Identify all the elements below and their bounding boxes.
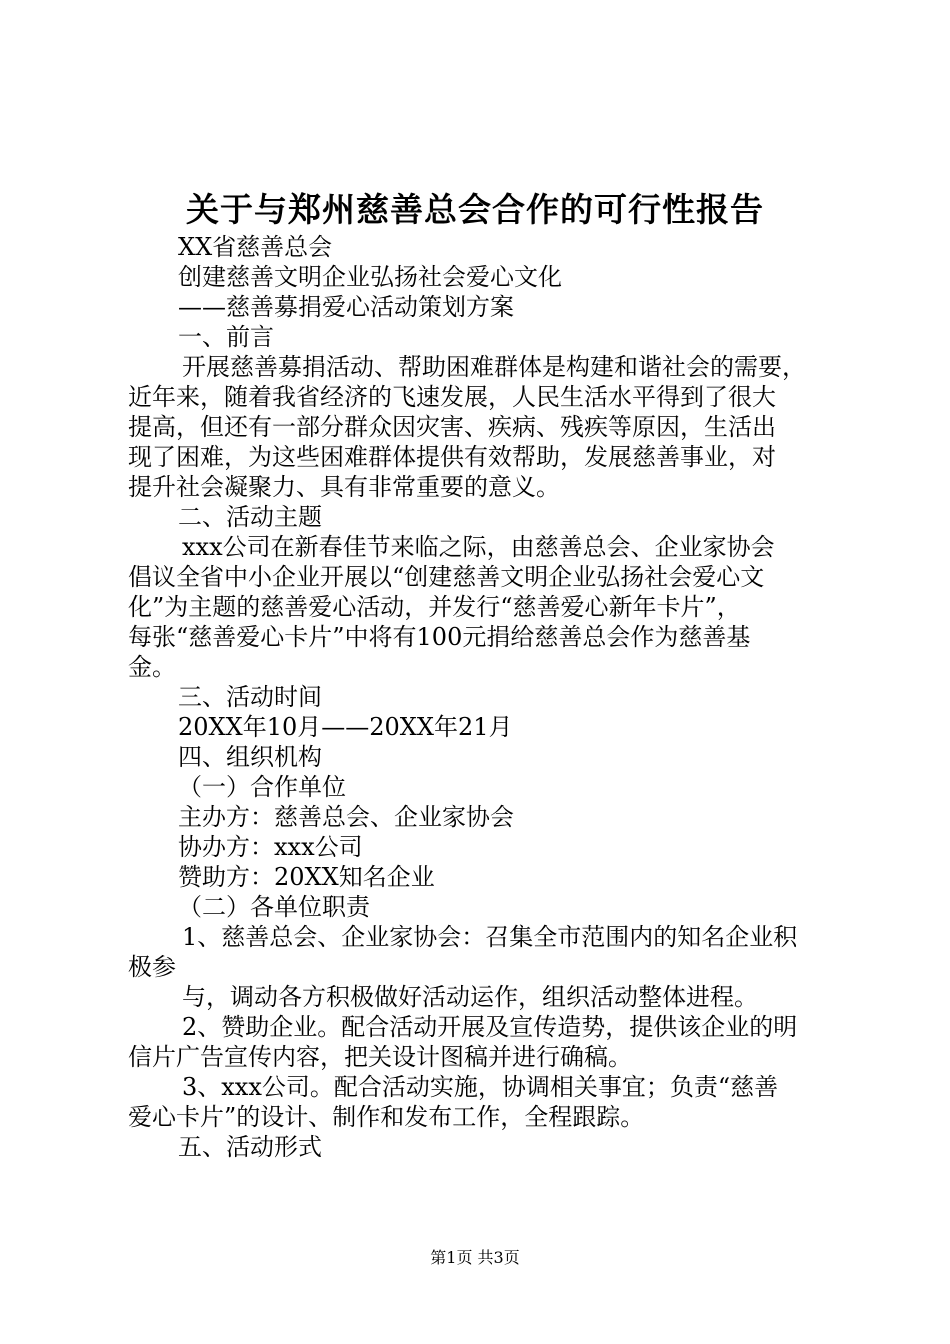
paragraph-line: 一、前言 (178, 323, 274, 351)
paragraph-line: XX省慈善总会 (178, 233, 333, 261)
paragraph-line: 四、组织机构 (178, 743, 322, 771)
paragraph-line: 化”为主题的慈善爱心活动，并发行“慈善爱心新年卡片”， (128, 593, 741, 621)
paragraph-line: 倡议全省中小企业开展以“创建慈善文明企业弘扬社会爱心文 (128, 563, 765, 591)
paragraph-line: 极参 (128, 953, 176, 981)
document-body (128, 232, 833, 1162)
paragraph-line: ——慈善募捐爱心活动策划方案 (178, 293, 514, 321)
paragraph-line: 提升社会凝聚力、具有非常重要的意义。 (128, 473, 560, 501)
paragraph-line: 近年来，随着我省经济的飞速发展，人民生活水平得到了很大 (128, 383, 776, 411)
paragraph-line: 主办方：慈善总会、企业家协会 (178, 803, 514, 831)
paragraph-line: 1、慈善总会、企业家协会：召集全市范围内的知名企业积 (182, 923, 798, 951)
paragraph-line: 五、活动形式 (178, 1133, 322, 1161)
paragraph-line: 爱心卡片”的设计、制作和发布工作，全程跟踪。 (128, 1103, 645, 1131)
paragraph-line: xxx公司在新春佳节来临之际，由慈善总会、企业家协会 (182, 533, 775, 561)
paragraph-line: 每张“慈善爱心卡片”中将有100元捐给慈善总会作为慈善基 (128, 623, 751, 651)
paragraph-line: 2、赞助企业。配合活动开展及宣传造势，提供该企业的明 (182, 1013, 798, 1041)
paragraph-line: 现了困难，为这些困难群体提供有效帮助，发展慈善事业，对 (128, 443, 776, 471)
paragraph-line: 二、活动主题 (178, 503, 322, 531)
paragraph-line: （一）合作单位 (178, 773, 346, 801)
paragraph-line: 金。 (128, 653, 176, 681)
document-title: 关于与郑州慈善总会合作的可行性报告 (186, 190, 764, 229)
paragraph-line: 提高，但还有一部分群众因灾害、疾病、残疾等原因，生活出 (128, 413, 776, 441)
paragraph-line: 三、活动时间 (178, 683, 322, 711)
paragraph-line: 20XX年10月——20XX年21月 (178, 713, 513, 741)
paragraph-line: 赞助方：20XX知名企业 (178, 863, 435, 891)
paragraph-line: 开展慈善募捐活动、帮助困难群体是构建和谐社会的需要， (182, 353, 806, 381)
paragraph-line: 协办方：xxx公司 (178, 833, 363, 861)
page-footer: 第1页 共3页 (430, 1248, 520, 1267)
paragraph-line: 信片广告宣传内容，把关设计图稿并进行确稿。 (128, 1043, 632, 1071)
paragraph-line: 3、xxx公司。配合活动实施，协调相关事宜；负责“慈善 (182, 1073, 779, 1101)
paragraph-line: 创建慈善文明企业弘扬社会爱心文化 (178, 263, 562, 291)
paragraph-line: （二）各单位职责 (178, 893, 370, 921)
paragraph-line: 与，调动各方积极做好活动运作，组织活动整体进程。 (182, 983, 758, 1011)
